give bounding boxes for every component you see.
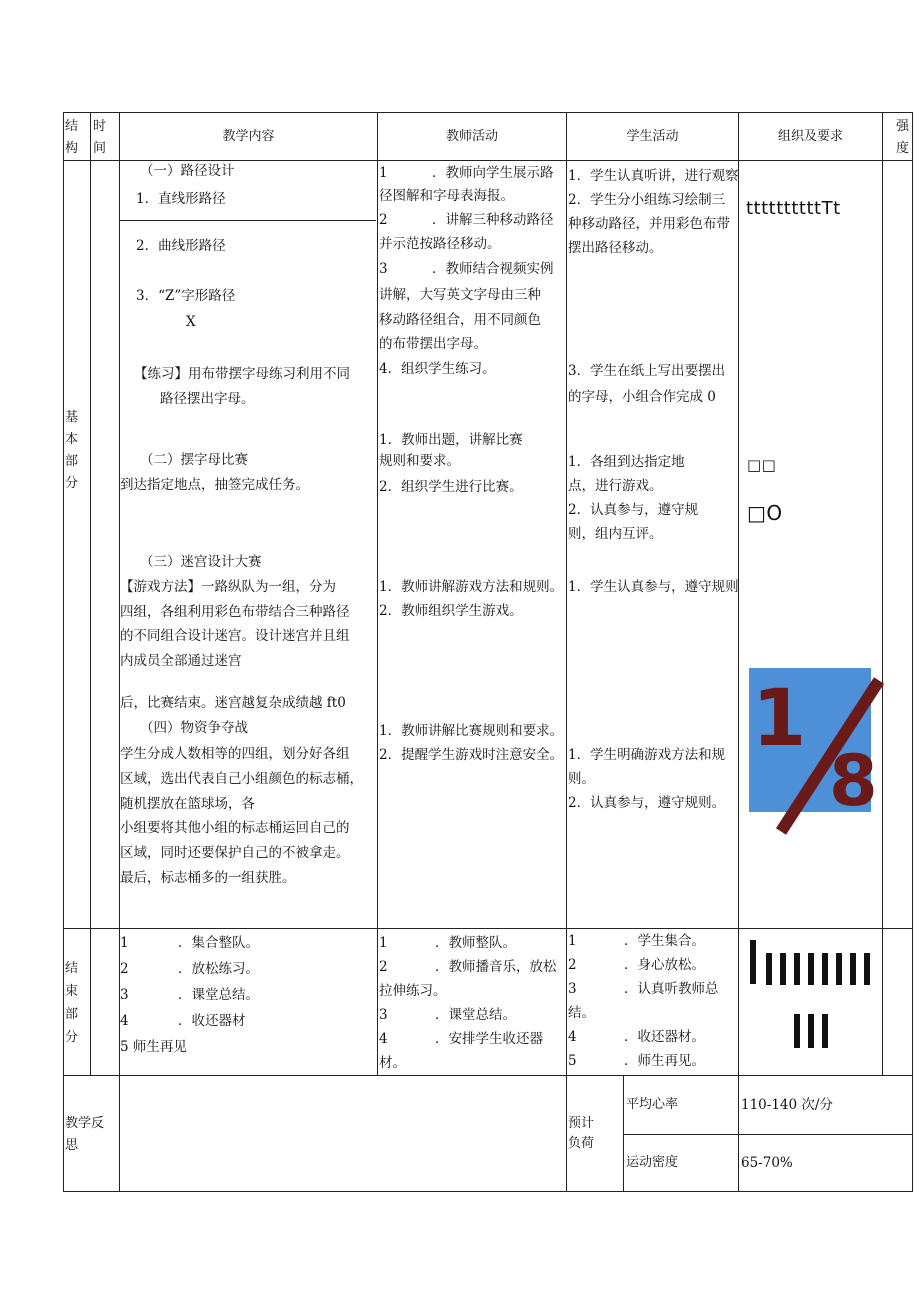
formation-squares-2: □O	[747, 501, 783, 525]
student-b	[568, 358, 725, 410]
s4-line: 随机摆放在篮球场，各	[120, 795, 255, 812]
ending-label-2: 束	[65, 984, 79, 999]
ending-label-1: 结	[65, 961, 79, 976]
student-c-line: 则，组内互评。	[568, 526, 663, 542]
s1-item1: 1．直线形路径	[136, 191, 226, 207]
s4-line: 最后，标志桶多的一组获胜。	[120, 869, 296, 886]
ending-label-3: 部	[65, 1007, 79, 1022]
ending-student-item: 4 ．收还器材。	[568, 1029, 705, 1045]
header-structure-2: 构	[65, 141, 79, 156]
load-label	[568, 1114, 594, 1154]
ending-teacher	[379, 931, 557, 1075]
student-a-line: 2．学生分小组练习绘制三	[568, 192, 726, 208]
load-label-2: 负荷	[568, 1136, 595, 1151]
basic-label-3: 部	[65, 454, 79, 469]
header-structure	[65, 116, 78, 160]
ending-content-item: 5 师生再见	[120, 1039, 187, 1055]
header-time-2: 间	[93, 141, 107, 156]
student-maze-line: 1．学生认真参与，遵守规则	[568, 579, 739, 595]
teacher-competition	[379, 430, 523, 498]
student-war-line: 则。	[568, 771, 595, 787]
practice-line2: 路径摆出字母。	[160, 391, 255, 407]
s1-item2: 2．曲线形路径	[136, 238, 226, 254]
student-b-line: 的字母，小组合作完成 0	[568, 389, 716, 405]
teacher-t3-line: 讲解，大写英文字母由三种	[379, 287, 541, 303]
teacher-competition-line: 1．教师出题，讲解比赛	[379, 432, 523, 448]
heart-rate-label: 平均心率	[626, 1097, 679, 1112]
header-student: 学生活动	[626, 129, 679, 144]
density-label: 运动密度	[626, 1155, 679, 1170]
teacher-war	[379, 719, 563, 767]
ending-content-item: 2 ．放松练习。	[120, 961, 259, 977]
student-b-line: 3．学生在纸上写出要摆出	[568, 363, 726, 379]
formation-t-marks: ttttttttttTt	[746, 198, 841, 219]
ending-student-item: 3 ．认真听教师总	[568, 981, 719, 997]
teacher-t2-b: 并示范按路径移动。	[379, 236, 501, 252]
teacher-maze	[379, 575, 563, 623]
student-war	[568, 743, 725, 815]
reflection-label-1: 教学反	[65, 1116, 105, 1131]
ending-teacher-item: 拉伸练习。	[379, 983, 447, 999]
student-c-line: 2．认真参与，遵守规	[568, 502, 699, 518]
ending-student-item: 5 ．师生再见。	[568, 1053, 705, 1069]
s4-line: 区域，同时还要保护自己的不被拿走。	[120, 845, 350, 862]
student-a	[568, 164, 739, 260]
s4-body	[120, 742, 363, 891]
teacher-t1-number: 1	[379, 165, 388, 181]
student-a-line: 种移动路径，并用彩色布带	[568, 216, 730, 232]
header-structure-1: 结	[65, 119, 79, 134]
s4-line: 小组要将其他小组的标志桶运回自己的	[120, 820, 350, 837]
header-teacher: 教师活动	[445, 129, 498, 144]
student-a-line: 摆出路径移动。	[568, 240, 663, 256]
teacher-war-line: 1．教师讲解比赛规则和要求。	[379, 723, 564, 739]
fraction-diagram	[749, 668, 878, 822]
ending-teacher-item: 3 ．课堂总结。	[379, 1007, 516, 1023]
ending-student-item: 1 ．学生集合。	[568, 933, 705, 949]
header-time	[93, 116, 106, 160]
student-war-line: 2．认真参与，遵守规则。	[568, 795, 726, 811]
teacher-t2-number: 2	[379, 212, 388, 228]
s3-end: 后，比赛结束。迷宫越复杂成绩越 ft0	[120, 695, 346, 711]
practice-line1: 【练习】用布带摆字母练习利用不同	[134, 366, 350, 382]
teacher-t3-a: ．教师结合视频实例	[432, 261, 554, 277]
teacher-t1-a: ．教师向学生展示路	[432, 165, 554, 181]
teacher-maze-line: 2．教师组织学生游戏。	[379, 603, 523, 619]
ending-teacher-item: 2 ．教师播音乐，放松	[379, 959, 557, 975]
header-organization: 组织及要求	[777, 129, 843, 144]
student-c-line: 点，进行游戏。	[568, 478, 663, 494]
teacher-t3-body	[379, 283, 541, 357]
teacher-t3-line: 移动路径组合，用不同颜色	[379, 311, 541, 328]
teacher-competition-line: 2．组织学生进行比赛。	[379, 479, 523, 495]
teacher-war-line: 2．提醒学生游戏时注意安全。	[379, 747, 564, 763]
student-a-line: 1．学生认真听讲，进行观察	[568, 168, 739, 184]
teacher-maze-line: 1．教师讲解游戏方法和规则。	[379, 579, 564, 595]
student-maze	[568, 575, 739, 599]
ending-section-label	[65, 957, 78, 1049]
teacher-t3-number: 3	[379, 261, 388, 277]
student-c	[568, 450, 698, 546]
s1-title: （一）路径设计	[140, 163, 235, 179]
basic-label-4: 分	[65, 476, 79, 491]
s2-line1: 到达指定地点，抽签完成任务。	[120, 477, 309, 493]
ending-label-4: 分	[65, 1030, 79, 1045]
s4-line: 学生分成人数相等的四组，划分好各组	[120, 746, 350, 762]
density-value: 65-70%	[741, 1155, 793, 1171]
ending-teacher-item: 4 ．安排学生收还器	[379, 1031, 543, 1047]
s4-title: （四）物资争夺战	[140, 720, 248, 736]
header-time-1: 时	[93, 119, 107, 134]
fraction-denominator: 8	[829, 740, 878, 822]
ending-student	[568, 929, 719, 1073]
teacher-t4: 4．组织学生练习。	[379, 361, 496, 377]
s3-line: 四组，各组利用彩色布带结合三种路径	[120, 603, 350, 620]
header-content: 教学内容	[222, 129, 275, 144]
formation-squares-1: □□	[747, 456, 777, 474]
teacher-t2-a: ．讲解三种移动路径	[432, 212, 554, 228]
ending-student-item: 结。	[568, 1005, 595, 1021]
load-label-1: 预计	[568, 1116, 595, 1131]
s3-body	[120, 575, 350, 673]
header-intensity-2: 度	[896, 141, 910, 156]
ending-student-item: 2 ．身心放松。	[568, 957, 705, 973]
ending-content-item: 4 ．收还器材	[120, 1013, 246, 1029]
s2-title: （二）摆字母比赛	[140, 452, 248, 468]
header-intensity-1: 强	[896, 119, 910, 134]
reflection-label-2: 思	[65, 1138, 79, 1153]
reflection-label	[65, 1113, 104, 1157]
student-war-line: 1．学生明确游戏方法和规	[568, 747, 726, 763]
ending-content	[120, 930, 259, 1060]
s3-line: 【游戏方法】一路纵队为一组，分为	[120, 579, 336, 595]
s3-line: 内成员全部通过迷宫	[120, 652, 242, 669]
s4-line: 区域，选出代表自己小组颜色的标志桶，	[120, 770, 363, 787]
basic-label-1: 基	[65, 410, 79, 425]
basic-section-label	[65, 407, 78, 495]
s1-x: X	[186, 314, 196, 330]
s3-title: （三）迷宫设计大赛	[140, 554, 262, 570]
fraction-numerator: 1	[752, 674, 807, 764]
s1-item3: 3．“Z”字形路径	[136, 288, 236, 304]
teacher-competition-line: 规则和要求。	[379, 453, 460, 469]
header-intensity	[896, 116, 909, 160]
ending-teacher-item: 1 ．教师整队。	[379, 935, 516, 951]
student-c-line: 1．各组到达指定地	[568, 454, 685, 470]
heart-rate-value: 110-140 次/分	[741, 1097, 833, 1113]
ending-content-item: 1 ．集合整队。	[120, 935, 259, 951]
teacher-t1-b: 径图解和字母表海报。	[379, 188, 514, 204]
ending-content-item: 3 ．课堂总结。	[120, 987, 259, 1003]
teacher-t3-line: 的布带摆出字母。	[379, 336, 487, 352]
ending-teacher-item: 材。	[379, 1055, 406, 1071]
s3-line: 的不同组合设计迷宫。设计迷宫并且组	[120, 628, 350, 644]
basic-label-2: 本	[65, 432, 79, 447]
